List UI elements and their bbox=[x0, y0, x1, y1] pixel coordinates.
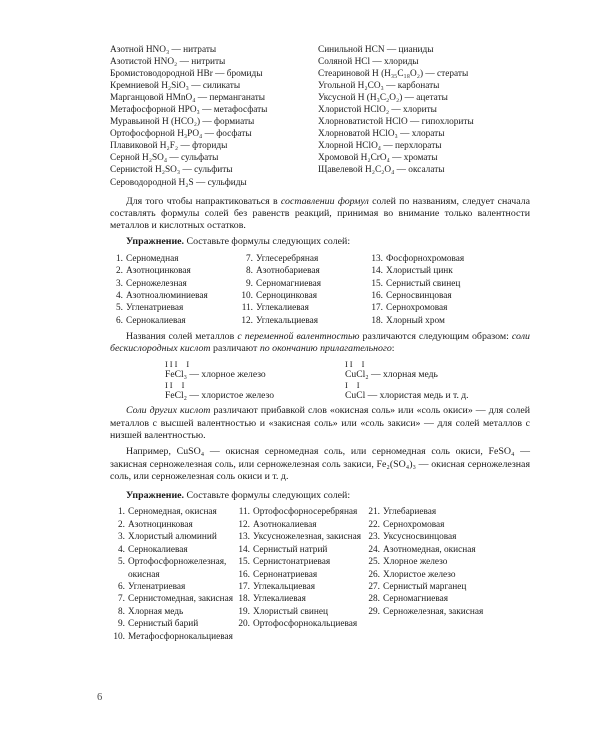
list-item-number: 27. bbox=[368, 581, 380, 592]
list-item-number: 19. bbox=[238, 606, 250, 617]
list-item bbox=[110, 519, 235, 531]
list-item-number: 4. bbox=[118, 544, 125, 555]
formula-right-1: CuCl₂ — хлорная медь bbox=[345, 369, 438, 381]
valency-text-part1: Названия солей металлов bbox=[126, 331, 238, 343]
other-salts-text: различают прибавкой слов «окисная соль» или «соль окиси» — для солей металлов с высшей валентностью и «закисная соль» или «соль закиси» — для солей металлов с низшей валентностью. bbox=[110, 405, 530, 441]
list-item bbox=[365, 544, 525, 556]
list-item bbox=[240, 253, 370, 265]
list-item bbox=[110, 544, 235, 556]
exercise-1-label: Упражнение. bbox=[126, 236, 185, 248]
acid-row: Хлорноватой HClO₃ — хлораты bbox=[318, 129, 445, 140]
list-item bbox=[110, 556, 235, 581]
list-item bbox=[110, 631, 235, 643]
list-item-number: 12. bbox=[241, 315, 253, 326]
list-item-label: Сернохромовая bbox=[383, 519, 445, 530]
list-item-number: 6. bbox=[118, 581, 125, 592]
other-salts-paragraph bbox=[110, 405, 530, 442]
list-item-number: 14. bbox=[371, 266, 383, 277]
acid-row: Азотистой HNO₂ — нитриты bbox=[110, 57, 226, 68]
roman-numeral: I bbox=[356, 380, 360, 390]
list-item-number: 18. bbox=[238, 594, 250, 605]
valency-text-part2: различаются следующим образом: bbox=[359, 331, 512, 343]
list-item-number: 11. bbox=[241, 303, 253, 314]
list-item-number: 10. bbox=[241, 290, 253, 301]
formula-roman-left-1 bbox=[110, 360, 345, 369]
acid-row: Хромовой H₂CrO₄ — хроматы bbox=[318, 153, 438, 164]
formula-text-row-2 bbox=[110, 390, 530, 401]
list-item-number: 8. bbox=[246, 266, 253, 277]
formula-roman-right-2 bbox=[345, 381, 530, 390]
list-item-number: 17. bbox=[371, 303, 383, 314]
acid-row: Сернистой H₂SO₃ — сульфиты bbox=[110, 165, 233, 176]
exercise-2-column-1 bbox=[110, 506, 235, 642]
roman-numeral: II bbox=[165, 380, 175, 390]
list-item-label: Сернокалиевая bbox=[128, 544, 188, 555]
list-item-number: 11. bbox=[238, 507, 250, 518]
formula-text-row-1 bbox=[110, 369, 530, 380]
intro-paragraph bbox=[110, 196, 530, 233]
exercise-2-prompt: Составьте формулы следующих солей: bbox=[184, 490, 351, 502]
list-item-number: 8. bbox=[118, 606, 125, 617]
list-item-number: 4. bbox=[116, 290, 123, 301]
page-content bbox=[110, 44, 530, 643]
acid-row: Уксусной H (H₃C₂O₂) — ацетаты bbox=[318, 93, 448, 104]
acid-row: Муравьиной H (HCO₂) — формиаты bbox=[110, 117, 255, 128]
list-item bbox=[370, 278, 530, 290]
formula-roman-right-1 bbox=[345, 360, 530, 369]
list-item-number: 28. bbox=[368, 594, 380, 605]
list-item-label: Хлористый свинец bbox=[253, 606, 328, 617]
formula-left-2: FeCl₂ — хлористое железо bbox=[165, 390, 275, 401]
list-item bbox=[110, 618, 235, 630]
exercise-1-list bbox=[110, 253, 530, 327]
list-item-number: 29. bbox=[368, 606, 380, 617]
roman-numeral: III bbox=[165, 359, 180, 369]
list-item-label: Хлористое железо bbox=[383, 569, 456, 580]
list-item-number: 16. bbox=[371, 290, 383, 301]
exercise-2-list bbox=[110, 506, 530, 642]
list-item bbox=[240, 315, 370, 327]
list-item-label: Азотноалюминиевая bbox=[126, 290, 208, 301]
list-item bbox=[110, 290, 240, 302]
list-item-label: Хлористый алюминий bbox=[128, 532, 217, 543]
list-item-number: 18. bbox=[371, 315, 383, 326]
list-item-number: 9. bbox=[118, 619, 125, 630]
acid-row: Метафосфорной HPO₃ — метафосфаты bbox=[110, 105, 268, 116]
exercise-2-column-2 bbox=[235, 506, 365, 642]
acid-row: Сероводородной H₂S — сульфиды bbox=[110, 177, 247, 188]
list-item-label: Азотноцинковая bbox=[126, 266, 191, 277]
list-item-label: Азотнобариевая bbox=[256, 266, 320, 277]
acid-row: Серной H₂SO₄ — сульфаты bbox=[110, 153, 219, 164]
list-item-label: Серномедная, окисная bbox=[128, 507, 217, 518]
list-item-label: Хлорное железо bbox=[383, 557, 448, 568]
valency-text-italic2: соли бескислородных кислот bbox=[110, 331, 530, 355]
list-item-label: Сернохромовая bbox=[386, 303, 448, 314]
list-item-number: 23. bbox=[368, 532, 380, 543]
list-item bbox=[235, 618, 365, 630]
acid-table-right-column bbox=[318, 44, 528, 189]
list-item-label: Углесеребряная bbox=[256, 253, 319, 264]
list-item-label: Сернокалиевая bbox=[126, 315, 186, 326]
list-item-label: Угленатриевая bbox=[126, 303, 184, 314]
acid-row: Бромистоводородной HBr — бромиды bbox=[110, 69, 263, 80]
list-item-number: 10. bbox=[113, 631, 125, 642]
list-item-label: Серномагниевая bbox=[383, 594, 449, 605]
list-item bbox=[110, 265, 240, 277]
list-item-number: 2. bbox=[118, 519, 125, 530]
acid-row: Соляной HCl — хлориды bbox=[318, 57, 419, 68]
list-item bbox=[370, 253, 530, 265]
list-item-label: Хлорный хром bbox=[386, 315, 445, 326]
acid-row: Марганцовой HMnO₄ — перманганаты bbox=[110, 93, 266, 104]
list-item-number: 3. bbox=[116, 278, 123, 289]
list-item-label: Ортофосфорносеребряная bbox=[253, 507, 358, 518]
list-item-number: 20. bbox=[238, 619, 250, 630]
list-item-label: Углекалиевая bbox=[253, 594, 306, 605]
list-item bbox=[235, 544, 365, 556]
list-item-number: 12. bbox=[238, 519, 250, 530]
list-item-label: Сернонатриевая bbox=[253, 569, 318, 580]
list-item-number: 5. bbox=[118, 557, 125, 568]
list-item-number: 24. bbox=[368, 544, 380, 555]
exercise-2-heading bbox=[110, 490, 530, 502]
list-item bbox=[110, 581, 235, 593]
list-item bbox=[110, 315, 240, 327]
acid-row: Стеариновой H (H₃₅C₁₈O₂) — стераты bbox=[318, 69, 469, 80]
acid-row: Ортофосфорной H₃PO₄ — фосфаты bbox=[110, 129, 252, 140]
list-item-number: 17. bbox=[238, 581, 250, 592]
list-item-number: 16. bbox=[238, 569, 250, 580]
acid-table-left-column bbox=[110, 44, 300, 189]
roman-numeral: I bbox=[186, 359, 190, 369]
acid-row: Кремниевой H₂SiO₃ — силикаты bbox=[110, 81, 241, 92]
list-item bbox=[240, 290, 370, 302]
exercise-1-prompt: Составьте формулы следующих солей: bbox=[184, 236, 351, 248]
acid-row: Хлористой HClO₂ — хлориты bbox=[318, 105, 437, 116]
example-paragraph: Например, CuSO₄ — окисная серномедная соль, или серномедная соль окиси, FeSO₄ — закисная серножелезная соль, или серножелезная соль закиси, Fe₂(SO₄)₃ — окисная серножелезная соль, или серножелезная соль окиси и т. д. bbox=[110, 446, 530, 482]
list-item-number: 5. bbox=[116, 303, 123, 314]
list-item-label: Серномедная bbox=[126, 253, 179, 264]
list-item-label: Сернистонатриевая bbox=[253, 557, 331, 568]
exercise-1-heading bbox=[110, 236, 530, 248]
list-item bbox=[365, 506, 525, 518]
list-item-label: Углекальциевая bbox=[253, 581, 316, 592]
list-item-number: 22. bbox=[368, 519, 380, 530]
list-item bbox=[370, 315, 530, 327]
formula-left-1: FeCl₃ — хлорное железо bbox=[165, 369, 266, 381]
list-item bbox=[365, 581, 525, 593]
list-item-number: 13. bbox=[238, 532, 250, 543]
list-item bbox=[235, 519, 365, 531]
roman-numeral: I bbox=[181, 380, 185, 390]
list-item-label: Азотнокалиевая bbox=[253, 519, 317, 530]
list-item bbox=[235, 556, 365, 568]
list-item-label: Сернистый натрий bbox=[253, 544, 328, 555]
list-item bbox=[365, 556, 525, 568]
acid-row: Хлорноватистой HClO — гипохлориты bbox=[318, 117, 474, 128]
acid-row: Плавиковой H₂F₂ — фториды bbox=[110, 141, 228, 152]
list-item-label: Углебариевая bbox=[383, 507, 437, 518]
list-item bbox=[240, 302, 370, 314]
list-item-label: Углекалиевая bbox=[256, 303, 309, 314]
list-item-number: 7. bbox=[246, 253, 253, 264]
list-item-label: Серноцинковая bbox=[256, 290, 318, 301]
acid-row: Хлорной HClO₄ — перхлораты bbox=[318, 141, 442, 152]
list-item bbox=[110, 506, 235, 518]
list-item bbox=[235, 581, 365, 593]
exercise-1-column-3 bbox=[370, 253, 530, 327]
list-item-number: 1. bbox=[118, 507, 125, 518]
list-item-number: 14. bbox=[238, 544, 250, 555]
list-item bbox=[240, 265, 370, 277]
list-item-label: Сернистый барий bbox=[128, 619, 199, 630]
list-item-label: Метафосфорнокальциевая bbox=[128, 631, 233, 642]
list-item-label: Серносвинцовая bbox=[386, 290, 452, 301]
list-item bbox=[365, 531, 525, 543]
list-item bbox=[110, 278, 240, 290]
list-item-label: Углекальциевая bbox=[256, 315, 319, 326]
intro-text-italic1: составлении формул bbox=[280, 195, 369, 207]
list-item-number: 7. bbox=[118, 594, 125, 605]
list-item bbox=[110, 593, 235, 605]
list-item bbox=[235, 593, 365, 605]
list-item bbox=[370, 302, 530, 314]
acid-salt-name-table bbox=[110, 44, 530, 189]
list-item-number: 1. bbox=[116, 253, 123, 264]
list-item-number: 3. bbox=[118, 532, 125, 543]
formula-roman-row-2 bbox=[110, 381, 530, 390]
exercise-2-label: Упражнение. bbox=[126, 490, 185, 502]
list-item-label: Угленатриевая bbox=[128, 581, 186, 592]
list-item-number: 26. bbox=[368, 569, 380, 580]
formula-right-2: CuCl — хлористая медь и т. д. bbox=[345, 390, 469, 401]
valency-paragraph bbox=[110, 331, 530, 356]
acid-row: Азотной HNO₃ — нитраты bbox=[110, 45, 217, 55]
list-item bbox=[240, 278, 370, 290]
list-item bbox=[370, 290, 530, 302]
roman-numeral: II bbox=[345, 359, 355, 369]
other-salts-italic1: Соли других кислот bbox=[126, 405, 211, 417]
list-item bbox=[110, 606, 235, 618]
list-item-label: Уксусножелезная, закисная bbox=[253, 532, 362, 543]
valency-formula-block bbox=[110, 360, 530, 402]
list-item-label: Серножелезная, закисная bbox=[383, 606, 484, 617]
list-item-number: 2. bbox=[116, 266, 123, 277]
list-item-label: Уксусносвинцовая bbox=[383, 532, 457, 543]
list-item-label: Азотномедная, окисная bbox=[383, 544, 476, 555]
list-item-label: Сернистый марганец bbox=[383, 581, 467, 592]
list-item-number: 13. bbox=[371, 253, 383, 264]
acid-row: Угольной H₂CO₃ — карбонаты bbox=[318, 81, 440, 92]
list-item-number: 25. bbox=[368, 557, 380, 568]
list-item-label: Сернистый свинец bbox=[386, 278, 461, 289]
intro-text-part2: солей по названиям, следует сначала составлять формулы солей без равенств реакций, принимая во внимание только валентности металлов и кислотных остатков. bbox=[110, 195, 530, 232]
list-item-label: Хлористый цинк bbox=[386, 266, 453, 277]
list-item bbox=[235, 569, 365, 581]
acid-row: Синильной HCN — цианиды bbox=[318, 45, 434, 55]
list-item-label: Ортофосфорнокальциевая bbox=[253, 619, 358, 630]
list-item bbox=[365, 569, 525, 581]
list-item bbox=[365, 606, 525, 618]
list-item-label: Серномагниевая bbox=[256, 278, 322, 289]
list-item bbox=[365, 519, 525, 531]
acid-row: Щавелевой H₂C₂O₄ — оксалаты bbox=[318, 165, 445, 176]
list-item-label: Сернистомедная, закисная bbox=[128, 594, 234, 605]
list-item bbox=[110, 302, 240, 314]
list-item-label: Азотноцинковая bbox=[128, 519, 193, 530]
list-item-number: 21. bbox=[368, 507, 380, 518]
list-item bbox=[235, 531, 365, 543]
exercise-1-column-1 bbox=[110, 253, 240, 327]
formula-roman-left-2 bbox=[110, 381, 345, 390]
list-item-number: 9. bbox=[246, 278, 253, 289]
intro-text-part1: Для того чтобы напрактиковаться в bbox=[126, 195, 281, 207]
page-number: 6 bbox=[97, 692, 103, 703]
list-item-label: Серножелезная bbox=[126, 278, 187, 289]
valency-text-italic1: с переменной валентностью bbox=[237, 331, 360, 343]
list-item bbox=[110, 531, 235, 543]
list-item-number: 15. bbox=[238, 557, 250, 568]
valency-text-italic3: по окончанию прилагательного bbox=[259, 343, 392, 355]
valency-text-part3: различают bbox=[210, 343, 260, 355]
roman-numeral: I bbox=[345, 380, 350, 390]
list-item bbox=[110, 253, 240, 265]
valency-text-part4: : bbox=[391, 343, 395, 355]
roman-numeral: I bbox=[361, 359, 365, 369]
list-item bbox=[235, 506, 365, 518]
list-item bbox=[370, 265, 530, 277]
formula-roman-row-1 bbox=[110, 360, 530, 369]
exercise-1-column-2 bbox=[240, 253, 370, 327]
list-item-number: 6. bbox=[116, 315, 123, 326]
list-item-label: Фосфорнохромовая bbox=[386, 253, 465, 264]
list-item bbox=[365, 593, 525, 605]
exercise-2-column-3 bbox=[365, 506, 525, 642]
list-item bbox=[235, 606, 365, 618]
list-item-number: 15. bbox=[371, 278, 383, 289]
list-item-label: Хлорная медь bbox=[128, 606, 184, 617]
list-item-label: Ортофосфорножелезная, окисная bbox=[128, 557, 227, 580]
